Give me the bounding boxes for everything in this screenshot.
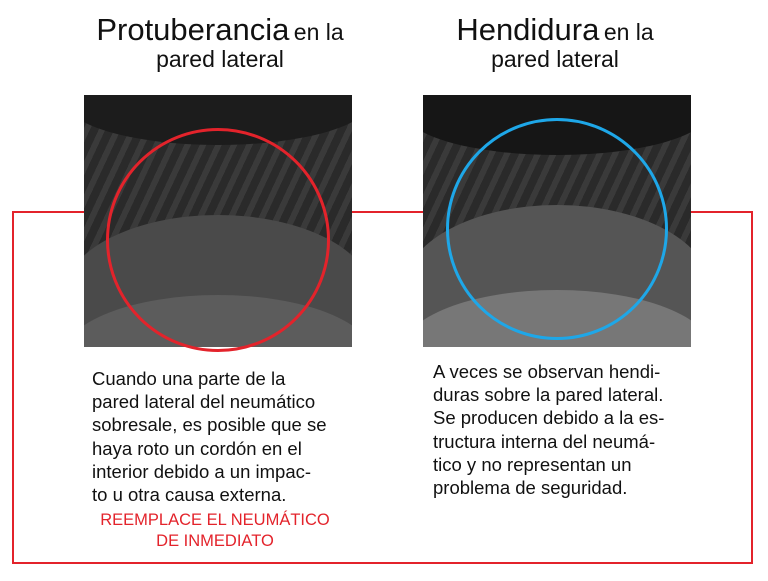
right-title-main: Hendidura	[456, 12, 600, 47]
left-title	[60, 14, 380, 71]
left-title-suffix: en la	[293, 19, 344, 45]
left-description: Cuando una parte de la pared lateral del neumático sobresale, es posible que se haya roto un cordón en el interior debido a un impac- to u otra causa externa.	[92, 368, 327, 506]
red-highlight-circle	[106, 128, 330, 352]
left-title-line2: pared lateral	[156, 45, 284, 72]
blue-highlight-circle	[446, 118, 668, 340]
left-title-main: Protuberancia	[96, 12, 290, 47]
replace-warning: REEMPLACE EL NEUMÁTICO DE INMEDIATO	[100, 511, 330, 550]
right-description: A veces se observan hendi- duras sobre la pared lateral. Se producen debido a la es- tructura interna del neumá- tico y no representan un problema de seguridad.	[433, 361, 665, 499]
right-title	[400, 14, 710, 71]
right-title-line2: pared lateral	[491, 45, 619, 72]
right-title-suffix: en la	[603, 19, 654, 45]
